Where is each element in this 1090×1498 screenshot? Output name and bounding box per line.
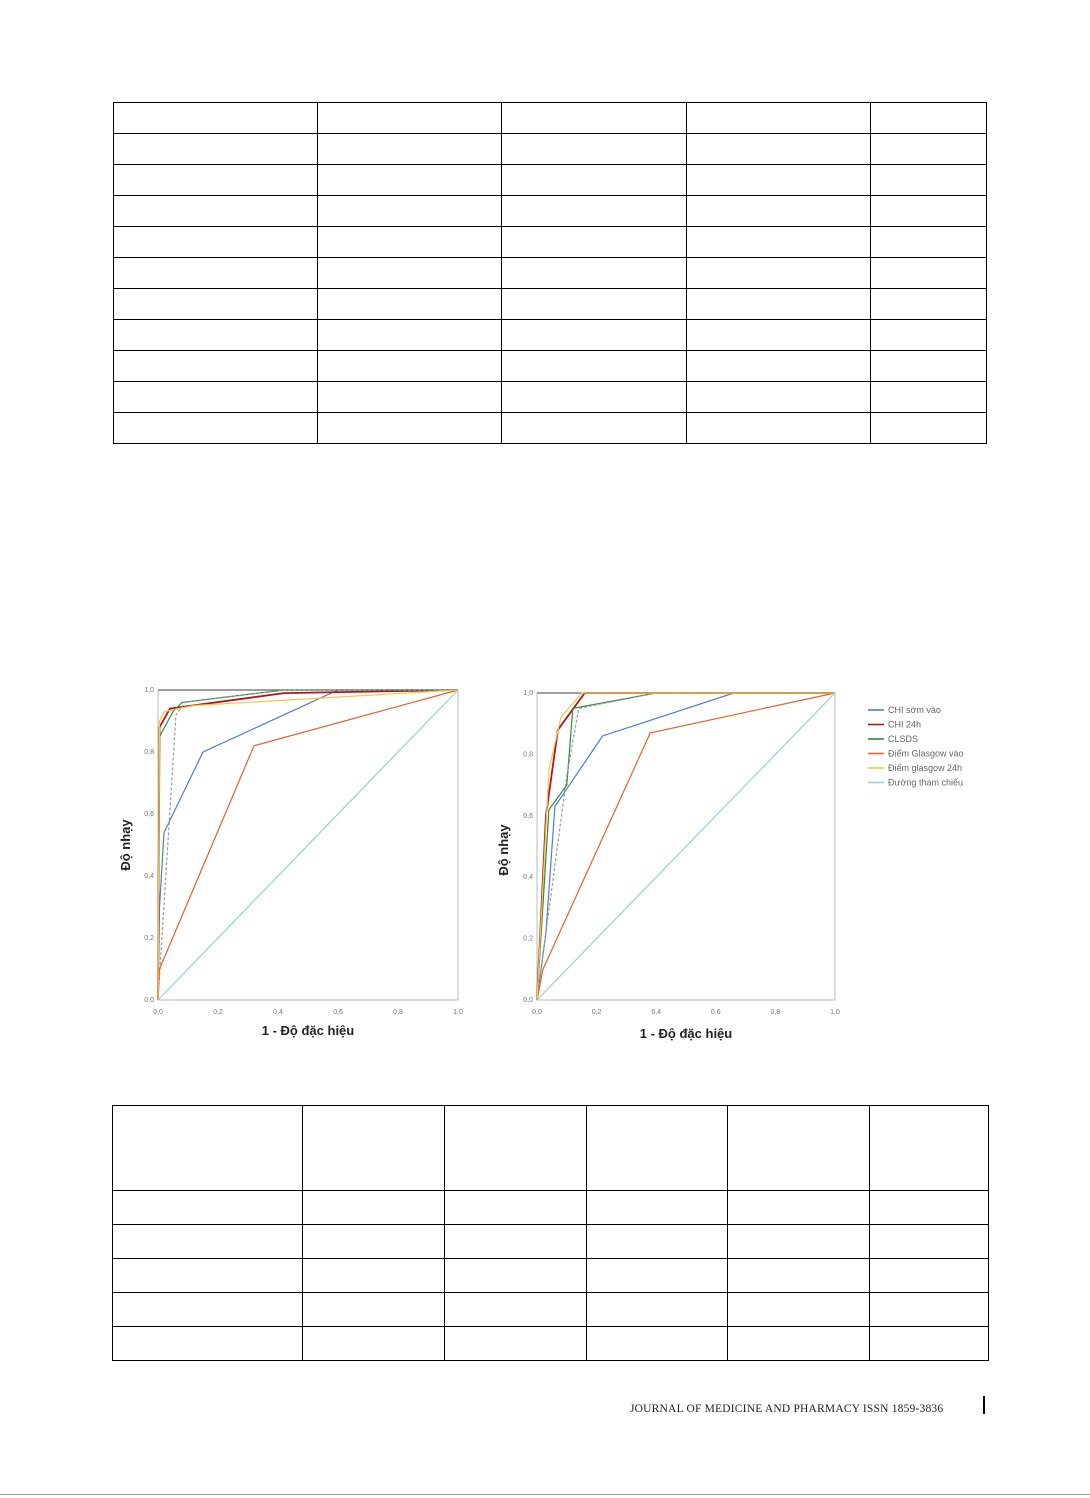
table-cell <box>445 1327 587 1361</box>
table-cell <box>587 1225 728 1259</box>
table-cell <box>871 258 987 289</box>
table-cell <box>870 1106 989 1191</box>
table-cell <box>114 320 318 351</box>
table-cell <box>687 165 871 196</box>
table-row <box>114 196 987 227</box>
table-cell <box>687 196 871 227</box>
x-tick-label: 0,0 <box>532 1009 542 1016</box>
table-cell <box>687 382 871 413</box>
legend-label: CLSDS <box>888 734 919 744</box>
table-cell <box>687 289 871 320</box>
table-cell <box>114 258 318 289</box>
y-tick-label: 0,4 <box>144 873 154 880</box>
y-tick-label: 0,2 <box>523 935 533 943</box>
table-row <box>114 382 987 413</box>
x-tick-label: 0,2 <box>213 1009 223 1016</box>
y-tick-label: 0,2 <box>144 935 154 942</box>
y-tick-label: 0,6 <box>144 811 154 818</box>
table-row <box>114 351 987 382</box>
table-cell <box>502 289 687 320</box>
table-cell <box>871 103 987 134</box>
table-cell <box>114 382 318 413</box>
table-row <box>114 320 987 351</box>
y-tick-label: 0,0 <box>523 997 533 1004</box>
footer-rule <box>983 1396 985 1414</box>
table-cell <box>870 1191 989 1225</box>
table-cell <box>687 320 871 351</box>
x-tick-label: 0,4 <box>651 1009 662 1016</box>
table-cell <box>502 103 687 134</box>
table-cell <box>687 351 871 382</box>
table-cell <box>687 227 871 258</box>
table-cell <box>728 1327 870 1361</box>
table-cell <box>502 382 687 413</box>
table-cell <box>871 227 987 258</box>
table-cell <box>113 1225 303 1259</box>
table-cell <box>871 134 987 165</box>
x-tick-label: 1,0 <box>453 1009 463 1016</box>
table-row <box>114 258 987 289</box>
table-row <box>113 1327 989 1361</box>
table-cell <box>687 413 871 444</box>
table-cell <box>318 227 502 258</box>
table-cell <box>318 196 502 227</box>
y-tick-label: 0,0 <box>144 997 154 1004</box>
legend-label: Điểm glasgow 24h <box>888 763 963 773</box>
table-cell <box>445 1225 587 1259</box>
table-row <box>114 134 987 165</box>
page-bottom-line <box>0 1494 1090 1495</box>
table-cell <box>318 413 502 444</box>
legend-label: Đường tham chiếu <box>888 777 963 788</box>
table-cell <box>502 196 687 227</box>
table-cell <box>318 134 502 165</box>
x-axis-title: 1 - Độ đặc hiệu <box>261 1023 355 1038</box>
table-cell <box>303 1293 445 1327</box>
table-row <box>114 289 987 320</box>
table-cell <box>728 1106 870 1191</box>
table-cell <box>871 351 987 382</box>
table-row <box>114 413 987 444</box>
table-cell <box>303 1259 445 1293</box>
table-cell <box>687 258 871 289</box>
roc-chart-left <box>110 680 480 1060</box>
table-row <box>113 1225 989 1259</box>
table-row <box>113 1191 989 1225</box>
table-cell <box>587 1327 728 1361</box>
table-row <box>114 227 987 258</box>
table-cell <box>114 103 318 134</box>
table-cell <box>871 382 987 413</box>
table-cell <box>728 1225 870 1259</box>
table-cell <box>113 1191 303 1225</box>
table-row <box>114 103 987 134</box>
table-cell <box>587 1191 728 1225</box>
table-1 <box>113 102 987 444</box>
table-cell <box>587 1293 728 1327</box>
table-cell <box>687 103 871 134</box>
x-tick-label: 0,4 <box>273 1009 283 1016</box>
roc-chart-right <box>490 680 1010 1060</box>
table-cell <box>728 1191 870 1225</box>
table-row <box>114 165 987 196</box>
table-cell <box>870 1225 989 1259</box>
y-tick-label: 0,8 <box>523 751 533 759</box>
table-cell <box>871 196 987 227</box>
x-tick-label: 0,6 <box>710 1009 721 1016</box>
table-cell <box>318 289 502 320</box>
x-axis-title: 1 - Độ đặc hiệu <box>639 1026 733 1041</box>
x-tick-label: 0,8 <box>770 1009 781 1016</box>
table-cell <box>303 1106 445 1191</box>
table-cell <box>114 227 318 258</box>
x-tick-label: 0,2 <box>591 1009 602 1016</box>
table-cell <box>303 1327 445 1361</box>
table-cell <box>870 1293 989 1327</box>
legend-label: Điểm Glasgow vào <box>888 748 964 759</box>
table-cell <box>113 1259 303 1293</box>
journal-footer: JOURNAL OF MEDICINE AND PHARMACY ISSN 1859-3836 <box>630 1403 944 1415</box>
table-cell <box>445 1106 587 1191</box>
y-tick-label: 0,6 <box>523 812 533 820</box>
legend-label: CHI sớm vào <box>888 705 941 715</box>
y-tick-label: 0,4 <box>523 874 533 882</box>
table-cell <box>318 320 502 351</box>
table-cell <box>502 134 687 165</box>
table-cell <box>318 351 502 382</box>
table-cell <box>318 103 502 134</box>
table-cell <box>113 1106 303 1191</box>
y-tick-label: 1,0 <box>144 687 154 694</box>
y-axis-title: Độ nhạy <box>118 819 133 871</box>
table-cell <box>587 1259 728 1293</box>
table-2 <box>112 1105 989 1361</box>
table-cell <box>114 413 318 444</box>
table-cell <box>113 1293 303 1327</box>
table-cell <box>728 1259 870 1293</box>
table-cell <box>114 289 318 320</box>
table-cell <box>871 413 987 444</box>
x-tick-label: 0,6 <box>333 1009 343 1016</box>
table-cell <box>502 351 687 382</box>
table-cell <box>114 351 318 382</box>
table-row <box>113 1259 989 1293</box>
table-cell <box>114 196 318 227</box>
table-cell <box>502 258 687 289</box>
table-row <box>113 1293 989 1327</box>
table-cell <box>728 1293 870 1327</box>
table-cell <box>587 1106 728 1191</box>
table-cell <box>113 1327 303 1361</box>
x-tick-label: 0,8 <box>393 1009 403 1016</box>
table-cell <box>502 320 687 351</box>
table-cell <box>870 1259 989 1293</box>
table-cell <box>114 165 318 196</box>
table-cell <box>502 227 687 258</box>
table-cell <box>871 320 987 351</box>
table-cell <box>303 1191 445 1225</box>
legend <box>868 705 964 788</box>
table-cell <box>303 1225 445 1259</box>
x-tick-label: 1,0 <box>830 1009 840 1016</box>
table-cell <box>871 289 987 320</box>
legend-label: CHI 24h <box>888 719 922 730</box>
table-cell <box>502 413 687 444</box>
table-cell <box>445 1259 587 1293</box>
table-cell <box>870 1327 989 1361</box>
table-cell <box>502 165 687 196</box>
y-tick-label: 0,8 <box>144 749 154 756</box>
table-row <box>113 1106 989 1191</box>
table-cell <box>871 165 987 196</box>
x-tick-label: 0,0 <box>153 1009 163 1016</box>
y-tick-label: 1,0 <box>523 690 533 697</box>
table-cell <box>445 1293 587 1327</box>
table-cell <box>445 1191 587 1225</box>
table-cell <box>114 134 318 165</box>
y-axis-title: Độ nhạy <box>496 824 511 876</box>
table-cell <box>687 134 871 165</box>
table-cell <box>318 382 502 413</box>
table-cell <box>318 258 502 289</box>
table-cell <box>318 165 502 196</box>
